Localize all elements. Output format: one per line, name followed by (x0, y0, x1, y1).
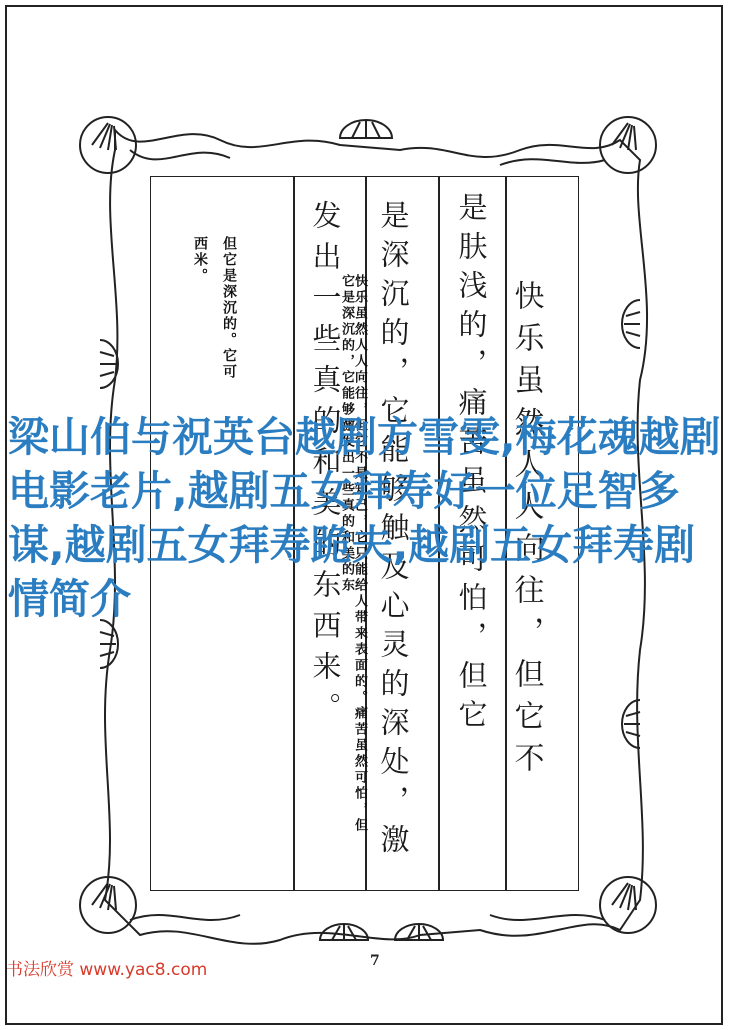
handwriting-column: 快乐虽然人人向往，但它不 (508, 280, 544, 784)
printed-text-column: 快乐虽然人人向往，但它不是知己，它只能给人带来表面的。痛苦虽然可怕，但它是深沉的，它能够激发出一些真的和美的东 (339, 274, 367, 834)
handwriting-column: 是肤浅的，痛苦虽然可怕，但它 (454, 192, 489, 738)
handwriting-column: 是深沉的，它能够触及心灵的深处，激 (376, 200, 411, 863)
handwriting-column: 发出一些真的和美的东西来。 (308, 200, 343, 733)
printed-text-column: 但它是深沉的。它可 (221, 236, 237, 380)
printed-text-column: 西米。 (192, 236, 208, 284)
site-watermark[interactable]: 书法欣赏 www.yac8.com (6, 960, 208, 980)
headline-overlay: 梁山伯与祝英台越剧方雪雯,梅花魂越剧电影老片,越剧五女拜寿好一位足智多谋,越剧五女拜寿跪夫,越剧五女拜寿剧情简介 (8, 413, 721, 623)
page-number: 7 (370, 953, 380, 969)
